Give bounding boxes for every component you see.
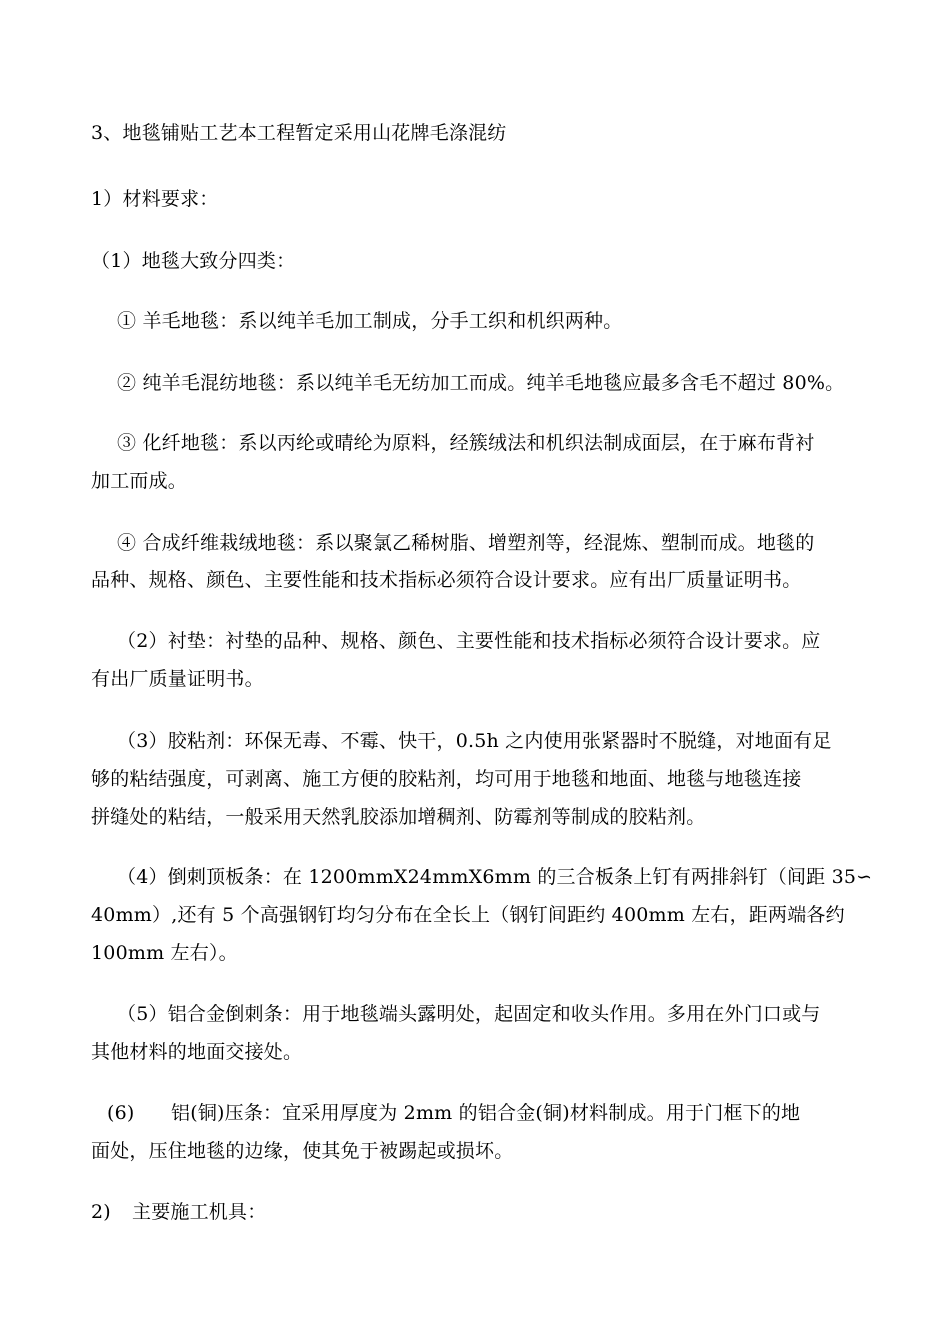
tack-strip-paragraph-line1: （4）倒刺顶板条：在 1200mmX24mmX6mm 的三合板条上钉有两排斜钉（间距 35∽ — [117, 866, 873, 888]
padding-paragraph-line1: （2）衬垫：衬垫的品种、规格、颜色、主要性能和技术指标必须符合设计要求。应 — [117, 630, 821, 652]
pressure-bar-paragraph-line1: 铝(铜)压条：宜采用厚度为 2mm 的铝合金(铜)材料制成。用于门框下的地 — [171, 1102, 801, 1124]
adhesive-paragraph-line2: 够的粘结强度，可剥离、施工方便的胶粘剂，均可用于地毯和地面、地毯与地毯连接 — [91, 768, 802, 790]
section-heading: 3、地毯铺贴工艺本工程暂定采用山花牌毛涤混纺 — [91, 122, 507, 144]
item-synthetic-carpet-line2: 加工而成。 — [91, 470, 188, 492]
materials-requirements-title: 1）材料要求： — [91, 188, 219, 210]
item-tufted-carpet-line1: ④ 合成纤维栽绒地毯：系以聚氯乙稀树脂、增塑剂等，经混炼、塑制而成。地毯的 — [117, 532, 815, 554]
adhesive-paragraph-line1: （3）胶粘剂：环保无毒、不霉、快干，0.5h 之内使用张紧器时不脱缝，对地面有足 — [117, 730, 832, 752]
item-wool-blend-carpet: ② 纯羊毛混纺地毯：系以纯羊毛无纺加工而成。纯羊毛地毯应最多含毛不超过 80%。 — [117, 372, 845, 394]
item-wool-carpet: ① 羊毛地毯：系以纯羊毛加工制成，分手工织和机织两种。 — [117, 310, 623, 332]
tack-strip-paragraph-line3: 100mm 左右）。 — [91, 942, 238, 964]
tools-section-number: 2) — [91, 1201, 111, 1223]
tack-strip-paragraph-line2: 40mm）,还有 5 个高强钢钉均匀分布在全长上（钢钉间距约 400mm 左右，距两端各约 — [91, 904, 845, 926]
carpet-categories-title: （1）地毯大致分四类： — [91, 250, 296, 272]
aluminum-strip-paragraph-line1: （5）铝合金倒刺条：用于地毯端头露明处，起固定和收头作用。多用在外门口或与 — [117, 1003, 821, 1025]
pressure-bar-paragraph-line2: 面处，压住地毯的边缘，使其免于被踢起或损坏。 — [91, 1140, 514, 1162]
adhesive-paragraph-line3: 拼缝处的粘结，一般采用天然乳胶添加增稠剂、防霉剂等制成的胶粘剂。 — [91, 806, 706, 828]
padding-paragraph-line2: 有出厂质量证明书。 — [91, 668, 264, 690]
item-tufted-carpet-line2: 品种、规格、颜色、主要性能和技术指标必须符合设计要求。应有出厂质量证明书。 — [91, 569, 802, 591]
pressure-bar-number: (6) — [107, 1102, 135, 1124]
item-synthetic-carpet-line1: ③ 化纤地毯：系以丙纶或晴纶为原料，经簇绒法和机织法制成面层，在于麻布背衬 — [117, 432, 815, 454]
tools-section-title: 主要施工机具： — [132, 1201, 267, 1223]
aluminum-strip-paragraph-line2: 其他材料的地面交接处。 — [91, 1041, 303, 1063]
